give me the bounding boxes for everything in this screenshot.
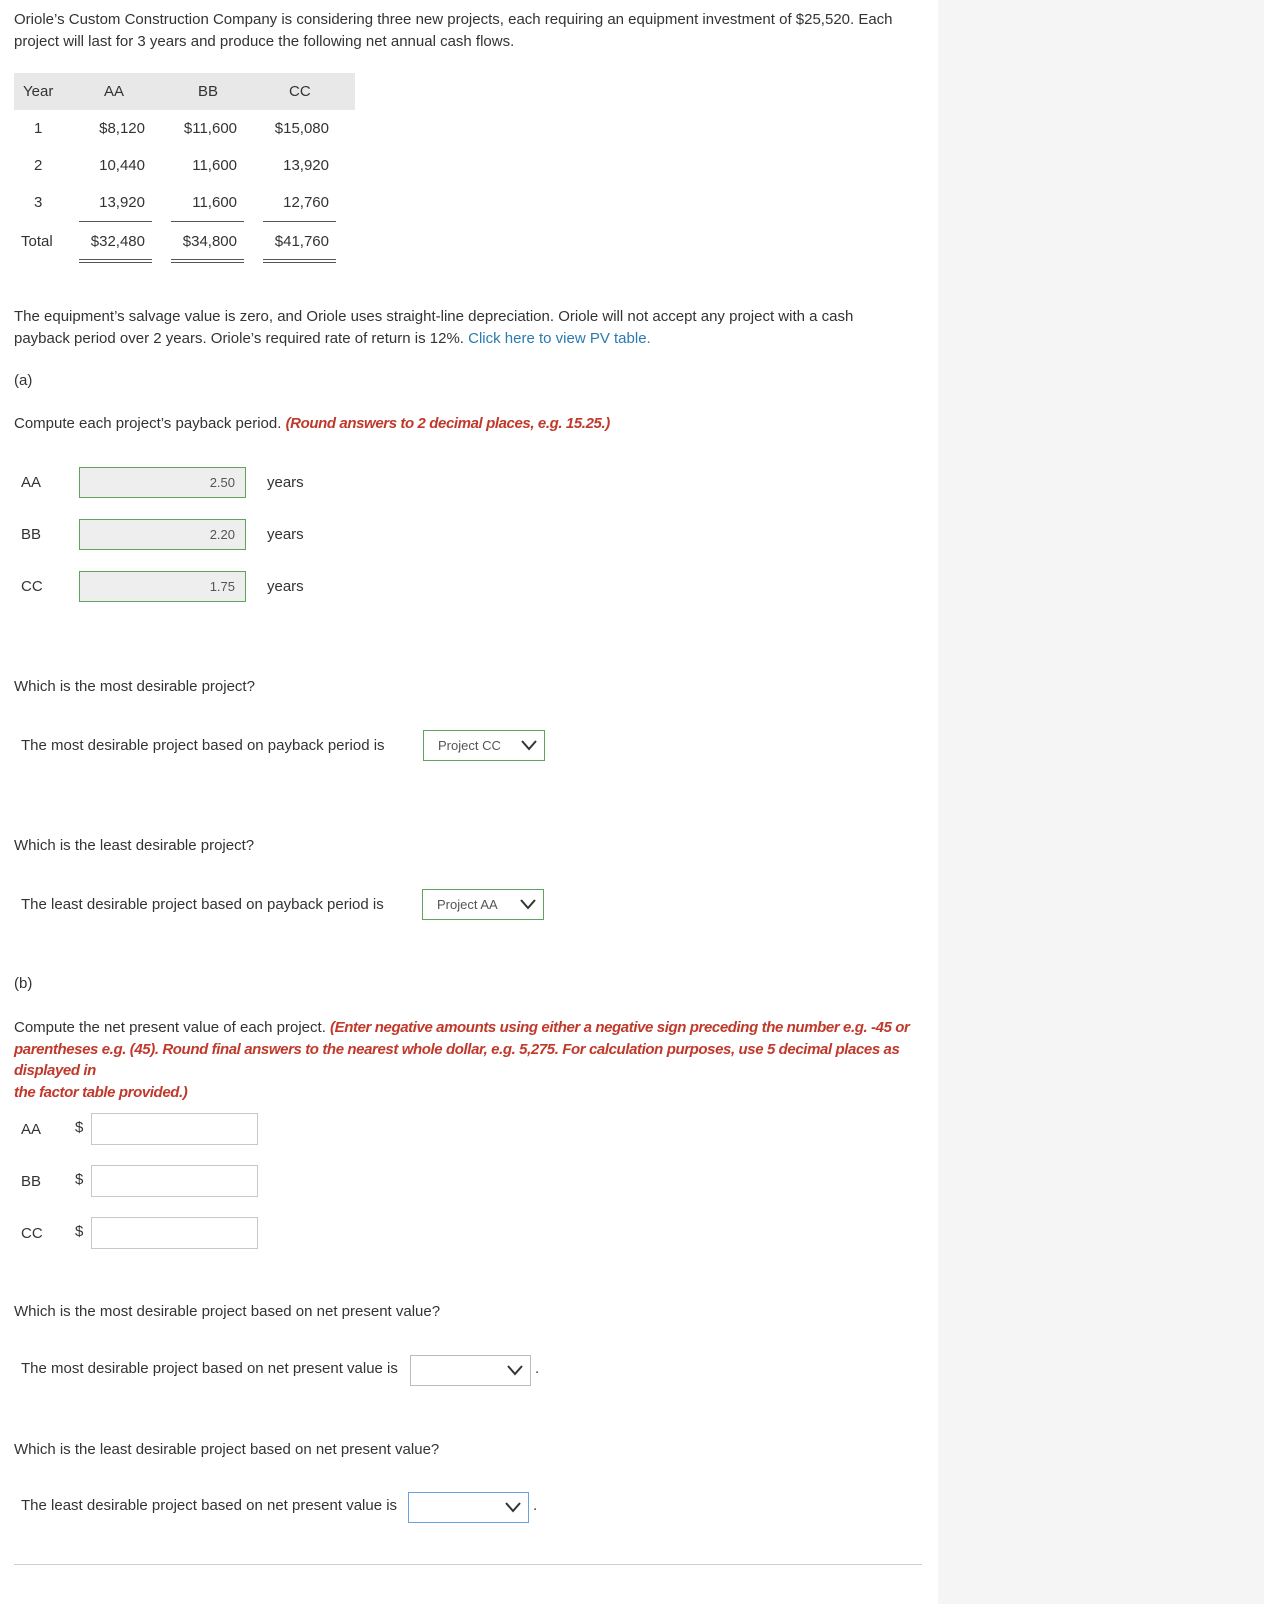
- total-double-rule-cc-2: [263, 262, 336, 263]
- npv-currency-aa: $: [75, 1119, 84, 1136]
- subtotal-rule-bb: [171, 221, 244, 222]
- npv-least-sentence: The least desirable project based on net present value is: [21, 1497, 398, 1514]
- total-label: Total: [21, 233, 53, 250]
- header-cc: CC: [289, 83, 311, 100]
- npv-label-aa: AA: [21, 1121, 42, 1138]
- row-2-cc: 13,920: [283, 157, 329, 174]
- intro-line-1: Oriole’s Custom Construction Company is considering three new projects, each requiring an equipment investment of $25,520. Each: [14, 11, 893, 28]
- npv-input-cc[interactable]: [91, 1217, 258, 1249]
- npv-currency-cc: $: [75, 1223, 84, 1240]
- npv-least-dropdown[interactable]: [408, 1492, 529, 1523]
- info-line-1: The equipment’s salvage value is zero, and Oriole uses straight-line depreciation. Oriole will not accept any project with a cash: [14, 308, 854, 325]
- row-1-cc: $15,080: [274, 120, 329, 137]
- total-cc: $41,760: [274, 233, 329, 250]
- part-b-note-line-3: the factor table provided.): [14, 1083, 188, 1101]
- part-a-label: (a): [14, 372, 33, 389]
- row-3-aa: 13,920: [99, 194, 145, 211]
- bottom-divider: [14, 1564, 922, 1565]
- payback-label-bb: BB: [21, 526, 42, 543]
- npv-most-sentence: The most desirable project based on net present value is: [21, 1360, 398, 1377]
- intro-line-2: project will last for 3 years and produce the following net annual cash flows.: [14, 32, 515, 50]
- part-a-instruction-note: (Round answers to 2 decimal places, e.g. 15.25.): [285, 415, 610, 432]
- row-1-year: 1: [34, 120, 43, 137]
- part-b-note-line-1: (Enter negative amounts using either a negative sign preceding the number e.g. -45 or: [330, 1019, 910, 1036]
- row-3-bb: 11,600: [192, 194, 237, 211]
- payback-least-question: Which is the least desirable project?: [14, 837, 255, 854]
- subtotal-rule-aa: [79, 221, 152, 222]
- row-1-bb: $11,600: [183, 120, 237, 137]
- part-a-instruction-text: Compute each project’s payback period.: [14, 415, 282, 432]
- row-2-bb: 11,600: [192, 157, 237, 174]
- row-2-year: 2: [34, 157, 43, 174]
- npv-most-dropdown[interactable]: [410, 1355, 531, 1386]
- total-double-rule-bb-1: [171, 259, 244, 260]
- part-b-instruction: [14, 1017, 919, 1103]
- problem-intro: [14, 9, 919, 52]
- pv-table-link[interactable]: Click here to view PV table.: [468, 329, 651, 347]
- payback-most-selected: Project CC: [438, 738, 501, 753]
- payback-unit-cc: years: [267, 578, 304, 595]
- header-year: Year: [23, 83, 54, 100]
- row-1-aa: $8,120: [99, 120, 145, 137]
- npv-least-question: Which is the least desirable project based on net present value?: [14, 1441, 440, 1458]
- npv-label-bb: BB: [21, 1173, 42, 1190]
- total-double-rule-aa-2: [79, 262, 152, 263]
- part-a-instruction: [14, 415, 610, 432]
- info-line-2-text: payback period over 2 years. Oriole’s required rate of return is 12%.: [14, 329, 464, 347]
- total-bb: $34,800: [182, 233, 237, 250]
- chevron-down-icon: [520, 738, 538, 752]
- chevron-down-icon: [506, 1363, 524, 1377]
- payback-input-bb[interactable]: 2.20: [79, 519, 246, 550]
- npv-label-cc: CC: [21, 1225, 43, 1242]
- npv-currency-bb: $: [75, 1171, 84, 1188]
- row-3-cc: 12,760: [283, 194, 329, 211]
- npv-input-bb[interactable]: [91, 1165, 258, 1197]
- part-b-note-line-2: parentheses e.g. (45). Round final answers to the nearest whole dollar, e.g. 5,275. For calculation purposes, use 5 decimal places as displayed in: [14, 1040, 900, 1079]
- header-aa: AA: [104, 83, 125, 100]
- part-b-instruction-text: Compute the net present value of each project.: [14, 1019, 326, 1036]
- info-line-2: [14, 328, 919, 350]
- row-2-aa: 10,440: [99, 157, 145, 174]
- total-double-rule-bb-2: [171, 262, 244, 263]
- payback-least-sentence: The least desirable project based on payback period is: [21, 896, 384, 913]
- payback-label-cc: CC: [21, 578, 43, 595]
- payback-input-aa[interactable]: 2.50: [79, 467, 246, 498]
- chevron-down-icon: [504, 1500, 522, 1514]
- total-aa: $32,480: [90, 233, 145, 250]
- payback-most-sentence: The most desirable project based on payback period is: [21, 737, 385, 754]
- payback-unit-bb: years: [267, 526, 304, 543]
- npv-most-period: .: [535, 1360, 540, 1377]
- npv-input-aa[interactable]: [91, 1113, 258, 1145]
- problem-info: [14, 306, 919, 349]
- total-double-rule-aa-1: [79, 259, 152, 260]
- header-bb: BB: [198, 83, 219, 100]
- npv-most-question: Which is the most desirable project based on net present value?: [14, 1303, 441, 1320]
- part-b-label: (b): [14, 975, 33, 992]
- chevron-down-icon: [519, 897, 537, 911]
- payback-least-selected: Project AA: [437, 897, 498, 912]
- npv-least-period: .: [533, 1497, 538, 1514]
- payback-label-aa: AA: [21, 474, 42, 491]
- payback-unit-aa: years: [267, 474, 304, 491]
- payback-least-dropdown[interactable]: [422, 889, 544, 920]
- total-double-rule-cc-1: [263, 259, 336, 260]
- right-margin-panel: [938, 0, 1264, 1604]
- payback-most-dropdown[interactable]: [423, 730, 545, 761]
- part-b-instruction-line-1: [14, 1017, 919, 1039]
- row-3-year: 3: [34, 194, 43, 211]
- subtotal-rule-cc: [263, 221, 336, 222]
- payback-input-cc[interactable]: 1.75: [79, 571, 246, 602]
- payback-most-question: Which is the most desirable project?: [14, 678, 255, 695]
